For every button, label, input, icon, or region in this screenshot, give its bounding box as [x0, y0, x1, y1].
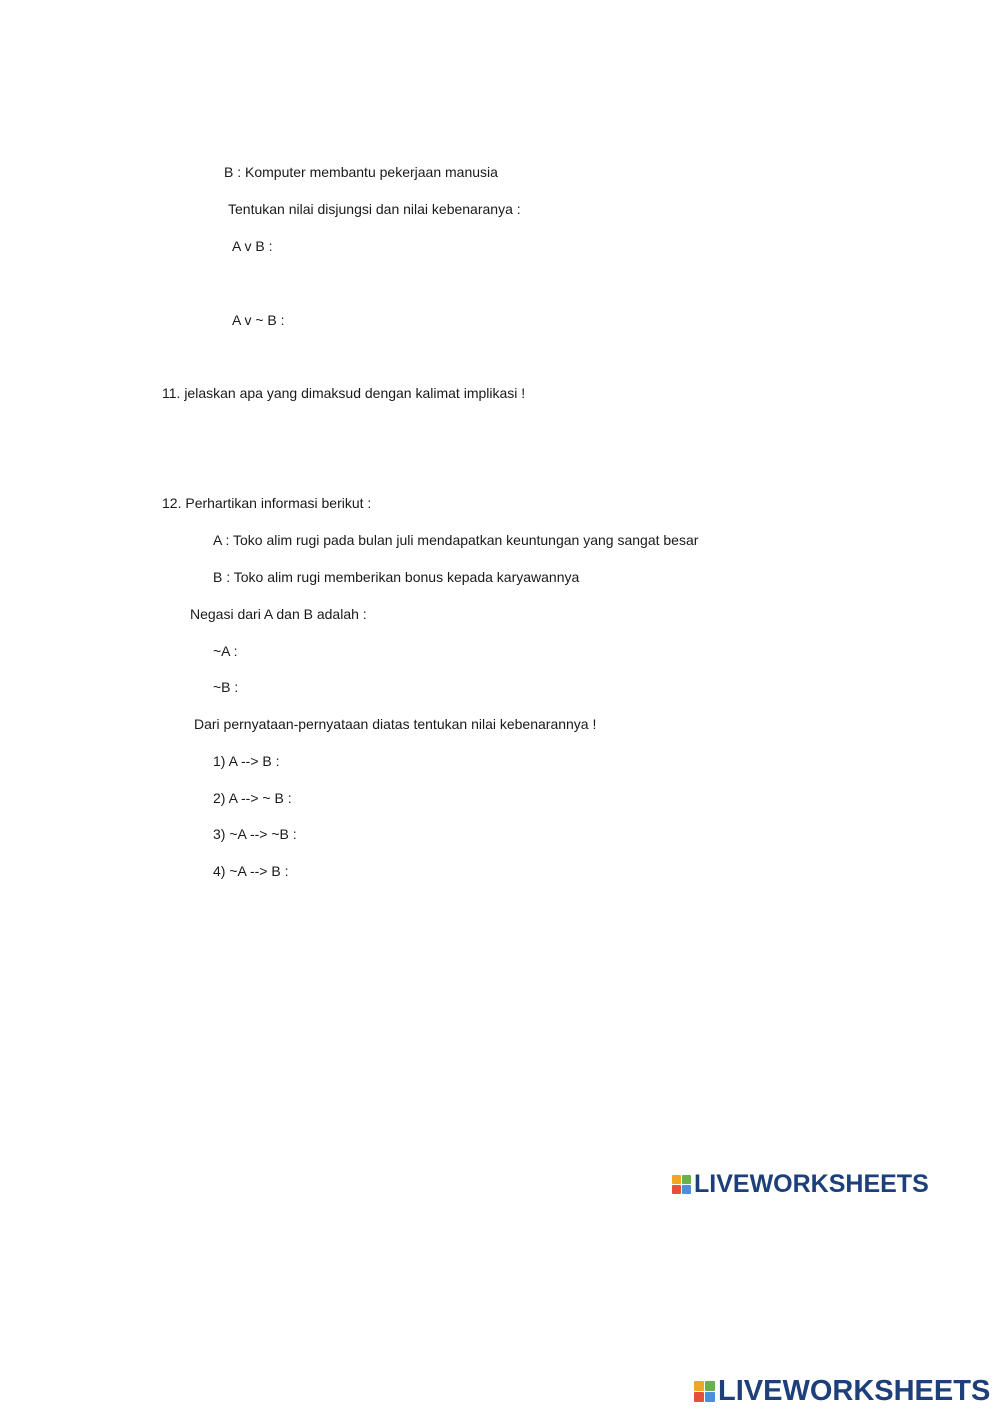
not-a-label: ~A : [213, 643, 238, 659]
implication-item-1: 1) A --> B : [213, 753, 280, 769]
question-12: 12. Perhartikan informasi berikut : [162, 495, 372, 511]
liveworksheets-mark-icon [672, 1175, 691, 1194]
liveworksheets-logo-footer [694, 1375, 990, 1408]
liveworksheets-logo [672, 1170, 929, 1199]
instruction-kebenaran: Dari pernyataan-pernyataan diatas tentukan nilai kebenarannya ! [194, 716, 597, 732]
not-b-label: ~B : [213, 679, 239, 695]
logo-text-footer: LIVEWORKSHEETS [718, 1375, 991, 1407]
implication-item-4: 4) ~A --> B : [213, 863, 289, 879]
instruction-disjungsi: Tentukan nilai disjungsi dan nilai kebenaranya : [228, 201, 521, 217]
implication-item-2: 2) A --> ~ B : [213, 790, 292, 806]
implication-item-3: 3) ~A --> ~B : [213, 826, 297, 842]
negasi-instruction: Negasi dari A dan B adalah : [190, 606, 367, 622]
statement-b: B : Komputer membantu pekerjaan manusia [224, 164, 498, 180]
question-11: 11. jelaskan apa yang dimaksud dengan kalimat implikasi ! [162, 385, 526, 401]
liveworksheets-mark-icon [694, 1381, 715, 1402]
a-or-not-b-label: A v ~ B : [232, 312, 285, 328]
logo-text: LIVEWORKSHEETS [694, 1170, 929, 1198]
a-or-b-label: A v B : [232, 238, 273, 254]
statement-b-toko: B : Toko alim rugi memberikan bonus kepada karyawannya [213, 569, 580, 585]
statement-a: A : Toko alim rugi pada bulan juli mendapatkan keuntungan yang sangat besar [213, 532, 699, 548]
